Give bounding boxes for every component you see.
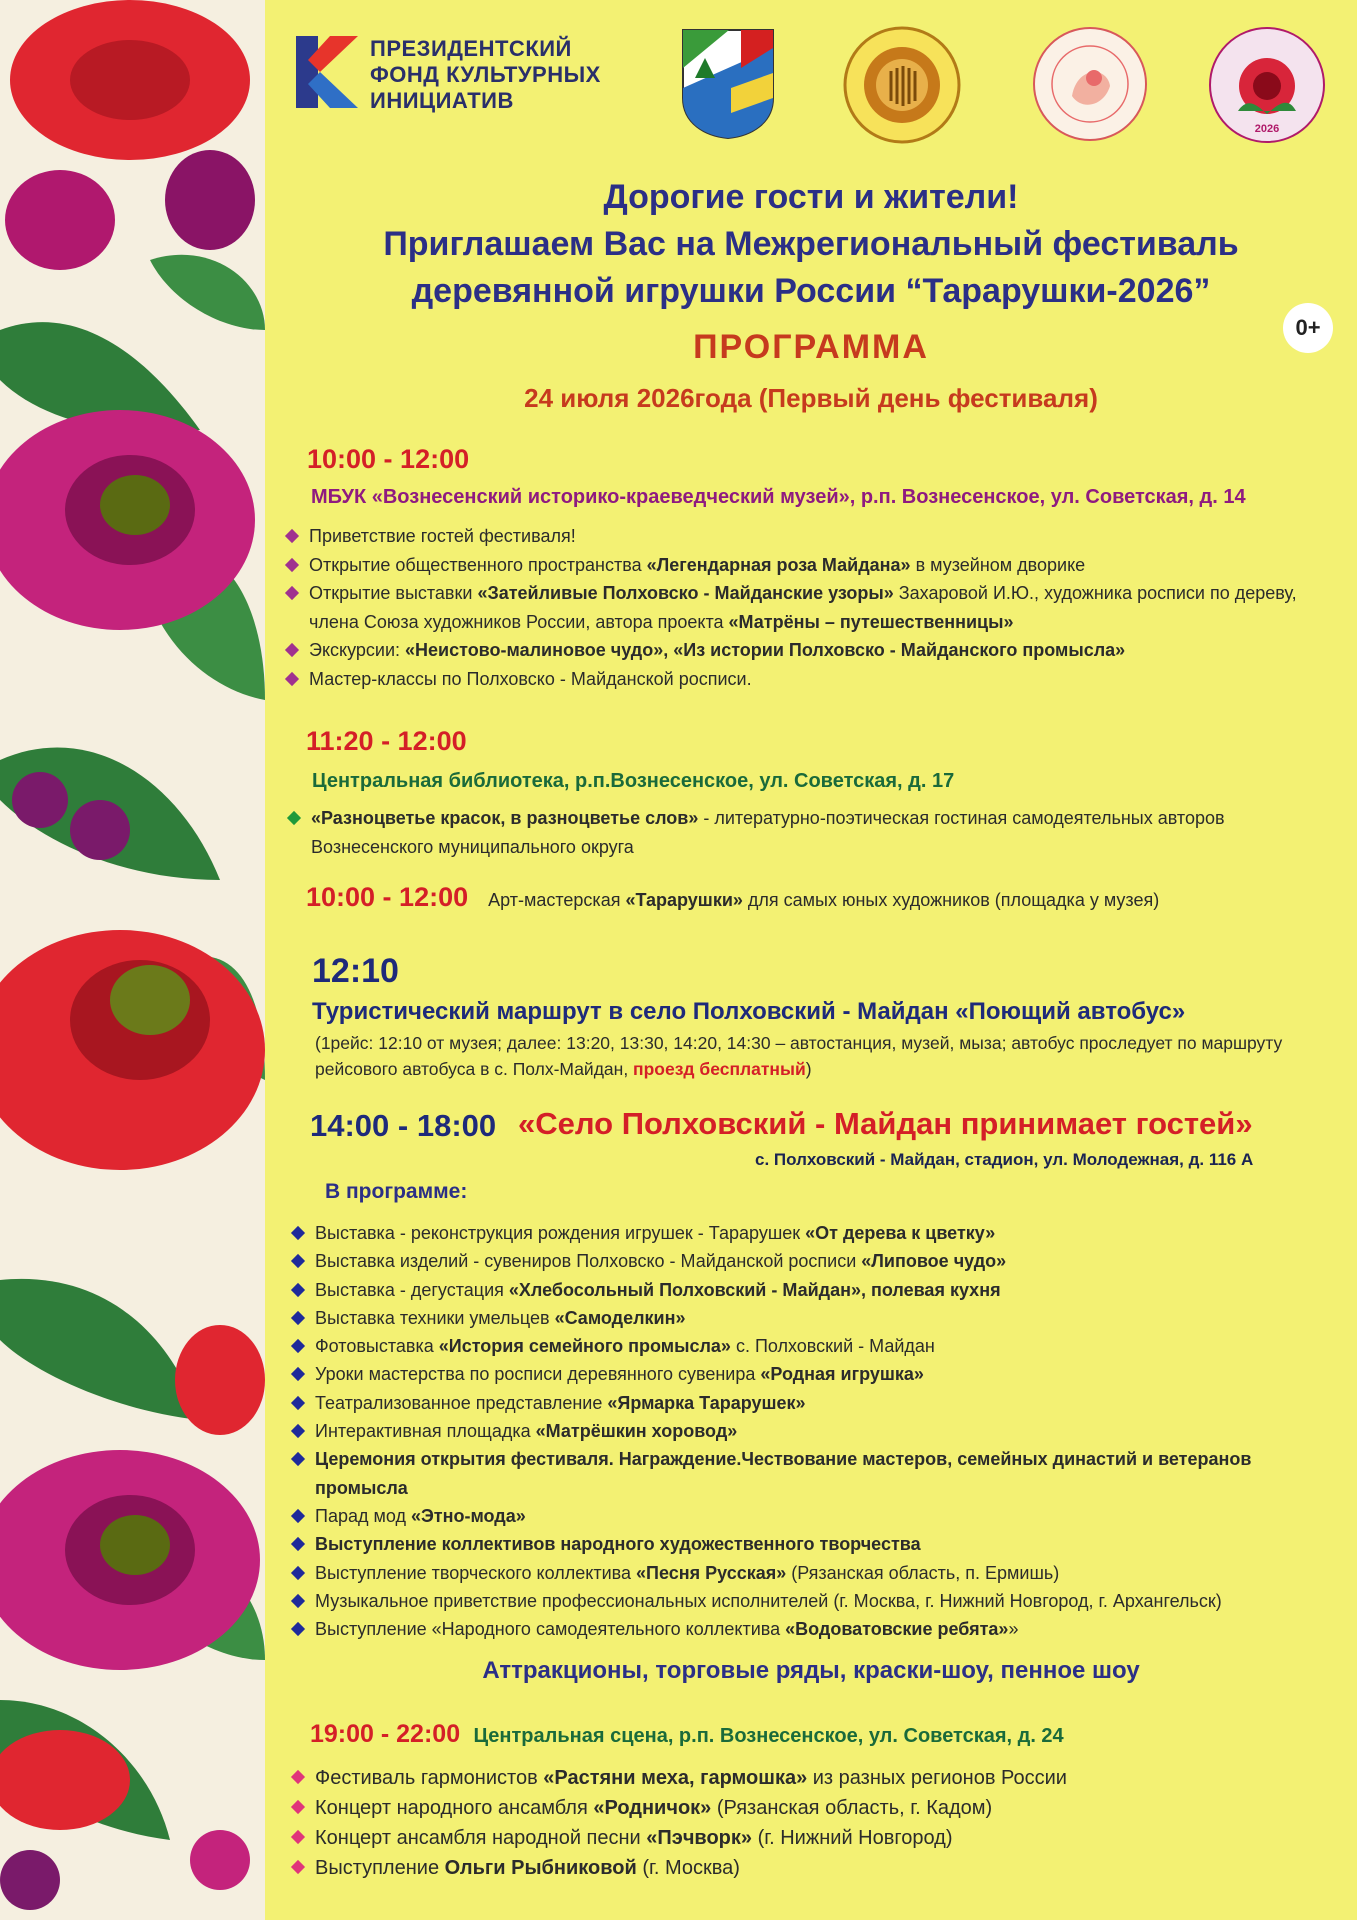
list-item [293, 1417, 1323, 1445]
item-text: в музейном дворике [910, 554, 1086, 575]
item-bold: «Разноцветье красок, в разноцветье слов» [311, 808, 699, 828]
item-text: Захаровой И.Ю., художника росписи по дереву, члена Союза художников России, автора проекта [309, 583, 1297, 632]
item-text: Концерт народного ансамбля [315, 1797, 594, 1819]
item-bold: «Родная игрушка» [760, 1364, 924, 1385]
list-item [287, 579, 1327, 636]
block1-venue: МБУК «Вознесенский историко-краеведческий музей», р.п. Вознесенское, ул. Советская, д. 14 [311, 486, 1246, 508]
list-item [293, 1763, 1323, 1793]
item-text: (г. Москва) [636, 1857, 740, 1879]
block4-title: Туристический маршрут в село Полховский - Майдан «Поющий автобус» [312, 998, 1186, 1025]
item-text: для самых юных художников (площадка у музея) [742, 890, 1160, 910]
bullet-diamond-icon [291, 1770, 305, 1784]
item-bold: «Легендарная роза Майдана» [646, 554, 911, 575]
block5-address: с. Полховский - Майдан, стадион, ул. Молодежная, д. 116 А [755, 1150, 1254, 1169]
block1-time: 10:00 - 12:00 [307, 444, 470, 474]
program-heading: ПРОГРАММА [693, 328, 929, 366]
rdk-seal-icon [843, 26, 961, 144]
item-text: (Рязанская область, г. Кадом) [711, 1797, 993, 1819]
list-item [293, 1793, 1323, 1823]
festival-seal-year: 2026 [1254, 123, 1280, 135]
item-bold: «Песня Русская» [636, 1562, 787, 1583]
item-text: Выставка техники умельцев [315, 1307, 555, 1328]
block5-list [293, 1219, 1323, 1643]
bullet-diamond-icon [291, 1800, 305, 1814]
list-item [293, 1502, 1323, 1530]
item-text: Уроки мастерства по росписи деревянного сувенира [315, 1364, 761, 1385]
bullet-diamond-icon [287, 811, 301, 825]
item-text: - литературно-поэтическая гостиная самодеятельных авторов Вознесенского муниципального округа [311, 808, 1225, 857]
festival-seal-icon [1208, 26, 1326, 144]
item-bold: «Ярмарка Тарарушек» [607, 1392, 806, 1413]
bullet-diamond-icon [285, 558, 299, 572]
bullet-diamond-icon [285, 672, 299, 686]
item-text: Выступление [315, 1857, 445, 1879]
list-item [287, 636, 1327, 665]
item-bold: «Этно-мода» [410, 1505, 526, 1526]
block5-time: 14:00 - 18:00 [310, 1108, 497, 1143]
list-item [287, 551, 1327, 580]
item-text: Экскурсии: [309, 640, 406, 661]
item-text: Выставка - реконструкция рождения игрушек - Тарарушек [315, 1223, 806, 1243]
item-text: Музыкальное приветствие профессиональных исполнителей (г. Москва, г. Нижний Новгород, г. Архангельск) [315, 1590, 1222, 1611]
bullet-diamond-icon [291, 1622, 305, 1636]
bullet-diamond-icon [291, 1452, 305, 1466]
list-item [293, 1360, 1323, 1388]
list-item [293, 1219, 1323, 1247]
block1-list [287, 522, 1327, 694]
festival-title-line: деревянной игрушки России “Тарарушки-2026” [411, 272, 1211, 310]
item-bold: «История семейного промысла» [438, 1336, 731, 1357]
list-item [293, 1587, 1323, 1615]
list-item [287, 522, 1327, 551]
bullet-diamond-icon [291, 1339, 305, 1353]
item-text: Открытие общественного пространства [309, 554, 647, 575]
block6-row [310, 1720, 1350, 1749]
coat-of-arms-icon [681, 28, 775, 140]
item-bold: «Самоделкин» [554, 1307, 686, 1328]
list-item [293, 1615, 1323, 1643]
bullet-diamond-icon [291, 1565, 305, 1579]
list-item [289, 804, 1309, 861]
bullet-diamond-icon [291, 1830, 305, 1844]
svetorusye-seal-icon [1032, 26, 1148, 142]
item-text: (г. Нижний Новгород) [752, 1827, 953, 1849]
note-text: (1рейс: 12:10 от музея; далее: 13:20, 13:30, 14:20, 14:30 – автостанция, музей, мыза; автобус проследует по маршруту рейсового автобуса в с. Полх-Майдан, [315, 1033, 1283, 1079]
program-date: 24 июля 2026года (Первый день фестиваля) [524, 383, 1098, 413]
bullet-diamond-icon [291, 1594, 305, 1608]
block6-time: 19:00 - 22:00 [310, 1720, 461, 1748]
item-bold: «Матрёны – путешественницы» [728, 611, 1014, 632]
list-item [287, 665, 1327, 694]
block2-time: 11:20 - 12:00 [306, 726, 467, 756]
bullet-diamond-icon [291, 1254, 305, 1268]
item-text: Арт-мастерская [488, 890, 626, 910]
bullet-diamond-icon [291, 1509, 305, 1523]
item-bold: «Липовое чудо» [861, 1251, 1007, 1272]
pfki-name-line1: ПРЕЗИДЕНТСКИЙ [370, 36, 572, 61]
item-text: из разных регионов России [807, 1767, 1067, 1789]
item-text: Театрализованное представление [315, 1392, 608, 1413]
item-text: с. Полховский - Майдан [730, 1336, 935, 1357]
block5-in-program: В программе: [325, 1180, 468, 1203]
item-bold: Выступление коллективов народного художественного творчества [315, 1534, 921, 1555]
program-content [265, 0, 1357, 1920]
block3-row [306, 882, 1346, 913]
bullet-diamond-icon [291, 1396, 305, 1410]
block4-time: 12:10 [312, 952, 399, 990]
item-text: Концерт ансамбля народной песни [315, 1827, 647, 1849]
bullet-diamond-icon [291, 1424, 305, 1438]
item-text: Парад мод [315, 1505, 411, 1526]
block5-title: «Село Полховский - Майдан принимает гостей» [518, 1106, 1253, 1141]
list-item [293, 1559, 1323, 1587]
item-text: Фестиваль гармонистов [315, 1767, 544, 1789]
block4-note [315, 1030, 1325, 1082]
item-text: » [1008, 1619, 1019, 1640]
item-bold: Ольги Рыбниковой [444, 1857, 637, 1879]
pfki-name-line3: ИНИЦИАТИВ [370, 88, 514, 113]
item-bold: «Родничок» [593, 1797, 712, 1819]
invitation-line: Приглашаем Вас на Межрегиональный фестиваль [383, 225, 1239, 263]
bullet-diamond-icon [291, 1537, 305, 1551]
item-text: Выставка изделий - сувениров Полховско - Майданской росписи [315, 1251, 862, 1272]
bullet-diamond-icon [291, 1367, 305, 1381]
list-item [293, 1853, 1323, 1883]
item-text: Приветствие гостей фестиваля! [309, 526, 576, 546]
bullet-diamond-icon [291, 1860, 305, 1874]
item-bold: Церемония открытия фестиваля. Награждение.Чествование мастеров, семейных династий и ветеранов промысла [315, 1449, 1252, 1498]
item-text: Интерактивная площадка [315, 1421, 536, 1442]
list-item [293, 1304, 1323, 1332]
item-bold: «Матрёшкин хоровод» [535, 1421, 738, 1442]
age-rating-badge: 0+ [1283, 303, 1333, 353]
block3-time: 10:00 - 12:00 [306, 882, 469, 912]
item-bold: «Водоватовские ребята» [785, 1619, 1009, 1640]
item-text: Мастер-классы по Полховско - Майданской росписи. [309, 668, 752, 689]
list-item [293, 1445, 1323, 1502]
list-item [293, 1276, 1323, 1304]
item-bold: «Растяни меха, гармошка» [543, 1767, 808, 1789]
pfki-name-line2: ФОНД КУЛЬТУРНЫХ [370, 62, 601, 87]
item-bold: «Затейливые Полховско - Майданские узоры» [477, 583, 894, 604]
list-item [293, 1530, 1323, 1558]
item-bold: «Пэчворк» [646, 1827, 753, 1849]
bullet-diamond-icon [291, 1311, 305, 1325]
free-ride-label: проезд бесплатный [633, 1059, 806, 1079]
note-text: ) [805, 1059, 812, 1079]
list-item [293, 1247, 1323, 1275]
pfki-logo [296, 36, 358, 108]
pfki-name [370, 36, 601, 114]
item-bold: «Неистово-малиновое чудо», «Из истории Полховско - Майданского промысла» [405, 640, 1126, 661]
item-text: (Рязанская область, п. Ермишь) [786, 1562, 1060, 1583]
floral-border-decoration [0, 0, 265, 1920]
pfki-logo-icon [296, 36, 358, 108]
item-bold: «Хлебосольный Полховский - Майдан», полевая кухня [508, 1279, 1001, 1300]
block2-venue: Центральная библиотека, р.п.Вознесенское, ул. Советская, д. 17 [312, 770, 955, 792]
item-text: Выступление творческого коллектива [315, 1562, 637, 1583]
bullet-diamond-icon [285, 643, 299, 657]
block6-venue: Центральная сцена, р.п. Вознесенское, ул. Советская, д. 24 [473, 1725, 1064, 1747]
bullet-diamond-icon [291, 1226, 305, 1240]
block2-list [289, 804, 1309, 861]
list-item [293, 1389, 1323, 1417]
bullet-diamond-icon [285, 586, 299, 600]
list-item [293, 1332, 1323, 1360]
block6-list [293, 1763, 1323, 1883]
item-text: Выставка - дегустация [315, 1279, 509, 1300]
item-bold: «От дерева к цветку» [805, 1223, 996, 1243]
greeting-line: Дорогие гости и жители! [603, 178, 1019, 216]
list-item [293, 1823, 1323, 1853]
item-text: Выступление «Народного самодеятельного коллектива [315, 1619, 786, 1640]
item-text: Открытие выставки [309, 583, 478, 604]
bullet-diamond-icon [285, 529, 299, 543]
item-text: Фотовыставка [315, 1336, 439, 1357]
attractions-line: Аттракционы, торговые ряды, краски-шоу, пенное шоу [482, 1657, 1140, 1684]
bullet-diamond-icon [291, 1283, 305, 1297]
item-bold: «Тарарушки» [625, 890, 743, 910]
